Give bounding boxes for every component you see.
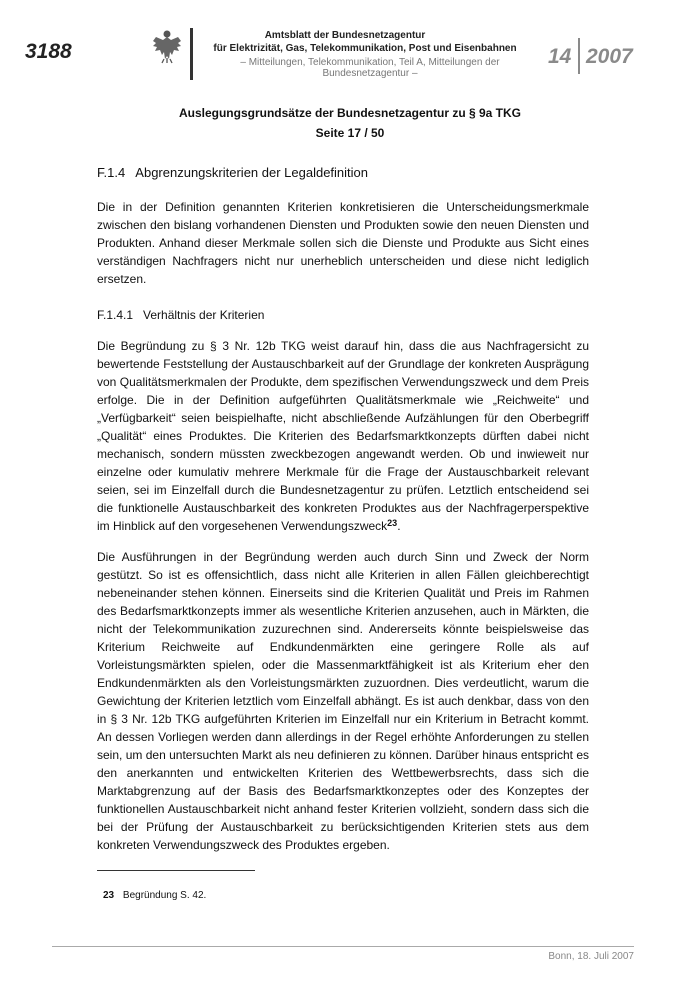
publication-title-line2: für Elektrizität, Gas, Telekommunikation, Post und Eisenbahnen bbox=[213, 43, 517, 54]
footnote-separator bbox=[97, 870, 255, 871]
section-heading: F.1.4 Abgrenzungskriterien der Legaldefinition bbox=[97, 165, 369, 180]
issue-number: 14 bbox=[548, 45, 572, 68]
issue-divider bbox=[578, 38, 580, 74]
footer-date: Bonn, 18. Juli 2007 bbox=[548, 951, 634, 962]
footnote-reference[interactable]: 23 bbox=[387, 518, 398, 528]
footer-divider bbox=[52, 946, 634, 947]
paragraph-3: Die Ausführungen in der Begründung werden auch durch Sinn und Zweck der Norm gestützt. So ist es offensichtlich, dass nicht alle Kriterien in allen Fällen gleichberechtigt nebeneinander stehen können. Einerseits sind die Kriterien Qualität und Preis im Rahmen des Bedarfsmarktkonzepts immer als wesentliche Kriterien anzusehen, auch in Märkten, die nicht der Telekommunikation zuzurechnen sind. Andererseits könnte beispielsweise das Kriterium Reichweite auf Endkundenmärkten eine geringere Rolle als auf Vorleistungsmärkten spielen, oder die Massenmarktfähigkeit ist als Kriterium eher den Endkundenmärkten als den Vorleistungsmärkten zuzuordnen. Dies verdeutlicht, warum die Gewichtung der Kriterien letztlich vom Einzelfall abhängt. Es ist auch denkbar, dass von den in § 3 Nr. 12b TKG aufgeführten Kriterien im Einzelfall nur ein Kriterium in Betracht kommt. An dessen Vorliegen werden dann allerdings in der Regel erhöhte Anforderungen zu stellen sein, um den untersuchten Markt als neu definieren zu können. Darüber hinaus entspricht es den anerkannten und entwickelten Kriterien des Wettbewerbsrechts, dass sich die Marktabgrenzung auf der Basis des Bedarfsmarktkonzeptes oder des Konzeptes der funktionellen Austauschbarkeit nicht anhand fester Kriterien vollzieht, sondern dass sich die bei der Prüfung der Austauschbarkeit zu berücksichtigenden Kriterien stets aus dem konkreten Verwendungszweck des Produktes ergeben. bbox=[97, 550, 589, 852]
page-number: 3188 bbox=[25, 40, 72, 63]
paragraph-1: Die in der Definition genannten Kriterien konkretisieren die Unterscheidungsmerkmale zwischen den bislang vorhandenen Diensten und Produkten sowie den neuen Diensten und Produkten. Anhand dieser Merkmale sollen sich die Dienste und Produkte aus Sicht eines verständigen Nachfragers nicht nur unerheblich unterscheiden und diese nicht lediglich ersetzen. bbox=[97, 200, 589, 286]
footnote-number: 23 bbox=[103, 890, 115, 901]
publication-title-line1: Amtsblatt der Bundesnetzagentur bbox=[264, 30, 426, 41]
issue-year: 2007 bbox=[586, 45, 633, 68]
paragraph-2-text: Die Begründung zu § 3 Nr. 12b TKG weist darauf hin, dass die aus Nachfragersicht zu bewertende Feststellung der Austauschbarkeit auf der Grundlage der konkreten Ausprägung von Qualitätsmerkmalen der Produkte, dem spezifischen Verwendungszweck und dem Preis erfolge. Die in der Definition aufgeführten Qualitätsmerkmale wie „Reichweite“ und „Verfügbarkeit“ seien beispielhafte, nicht abschließende Aufzählungen für den Oberbegriff „Qualität“ eines Produktes. Die Kriterien des Bedarfsmarktkonzepts dürften dabei nicht mechanisch, sondern müssten zweckbezogen angewandt werden. Ob und inwieweit nur einzelne oder kumulativ mehrere Merkmale für die Frage der Austauschbarkeit relevant seien, sei im Einzelfall durch die Bundesnetzagentur zu prüfen. Letztlich entscheidend sei die funktionelle Austauschbarkeit des konkreten Produktes aus der Nachfragerperspektive im Hinblick auf den vorgesehenen Verwendungszweck bbox=[97, 339, 589, 533]
document-page-label: Seite 17 / 50 bbox=[315, 126, 385, 140]
paragraph-2 bbox=[97, 337, 589, 535]
main-content bbox=[97, 165, 589, 854]
subsection-heading: F.1.4.1 Verhältnis der Kriterien bbox=[97, 308, 265, 322]
footnote-text: Begründung S. 42. bbox=[122, 890, 207, 901]
footnote bbox=[103, 890, 206, 901]
document-title: Auslegungsgrundsätze der Bundesnetzagentur zu § 9a TKG bbox=[178, 106, 522, 120]
paragraph-2-end: . bbox=[397, 519, 401, 533]
header-divider bbox=[190, 28, 193, 80]
publication-subtitle: – Mitteilungen, Telekommunikation, Teil A, Mitteilungen der Bundesnetzagentur – bbox=[240, 57, 500, 79]
federal-eagle-icon bbox=[152, 28, 182, 64]
